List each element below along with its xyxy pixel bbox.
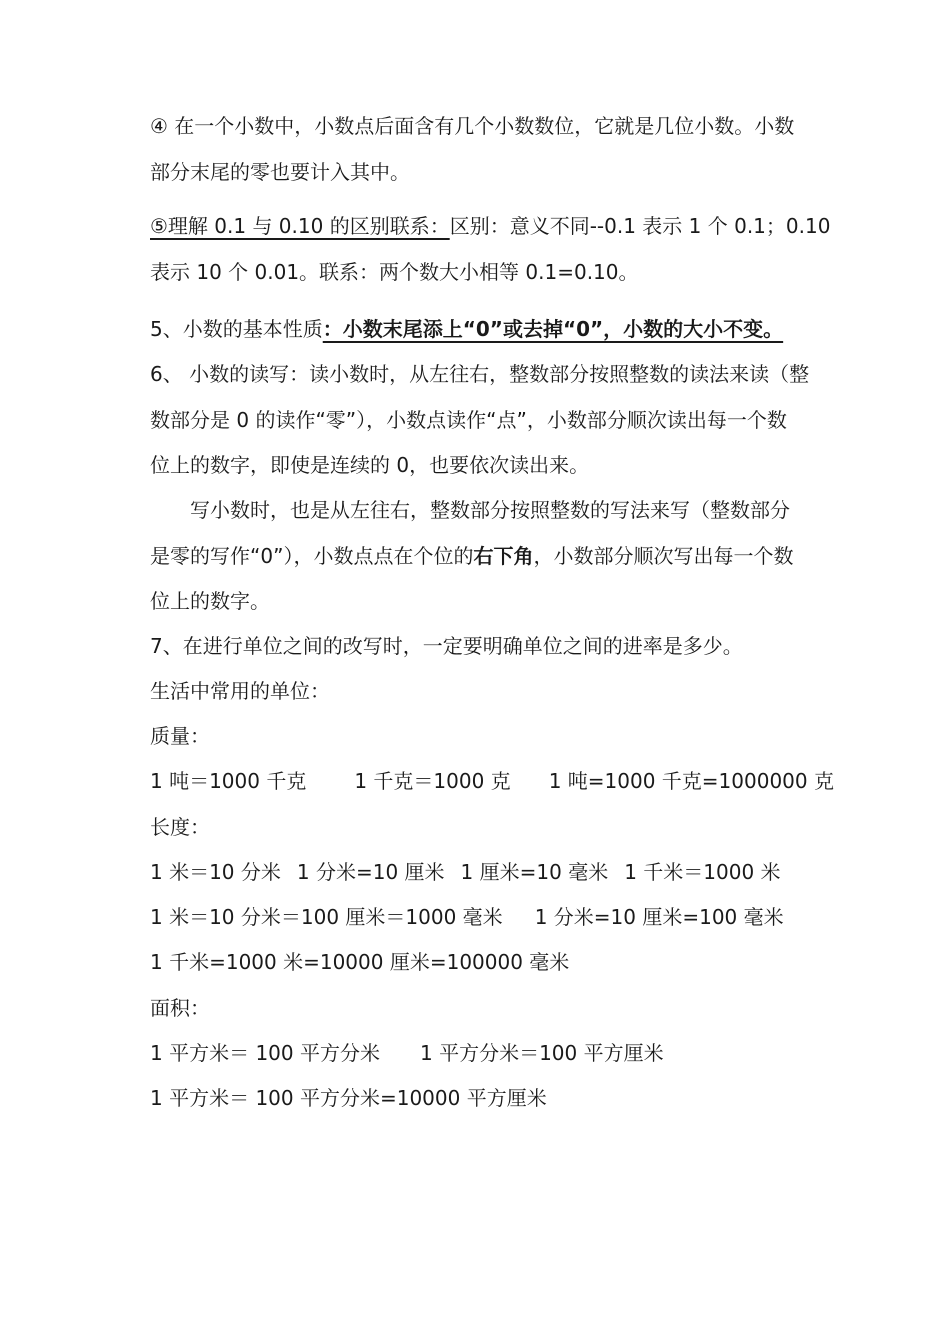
length-item: 1 分米=10 厘米=100 毫米 [534,905,784,929]
write-line2-post: ，小数部分顺次写出每一个数 [533,544,794,568]
length-item: 1 千米＝1000 米 [624,860,781,884]
property-rule: ：小数末尾添上“0”或去掉“0”，小数的大小不变。 [322,317,784,341]
mass-label: 质量： [150,724,210,748]
item5a-line1 [150,210,831,242]
write-line3: 位上的数字。 [150,589,270,613]
item4-line2: 部分末尾的零也要计入其中。 [150,160,410,184]
length-line1 [150,856,820,888]
write-line2-bold: 右下角 [473,544,534,568]
readwrite-line2: 数部分是 0 的读作“零”），小数点读作“点”，小数部分顺次读出每一个数 [150,408,787,432]
readwrite-line3: 位上的数字，即使是连续的 0，也要依次读出来。 [150,453,590,477]
length-label: 长度： [150,815,210,839]
item5a-underlined-heading: ⑤理解 0.1 与 0.10 的区别联系： [150,214,450,238]
length-item: 1 米＝10 分米＝100 厘米＝1000 毫米 [150,905,503,929]
mass-line [150,765,834,797]
length-line3: 1 千米=1000 米=10000 厘米=100000 毫米 [150,950,570,974]
length-line2 [150,901,820,933]
length-item: 1 米＝10 分米 [150,860,281,884]
write-line1: 写小数时，也是从左往右，整数部分按照整数的写法来写（整数部分 [190,498,790,522]
readwrite-line1: 6、 小数的读写：读小数时，从左往右，整数部分按照整数的读法来读（整 [150,362,810,386]
area-line1 [150,1037,820,1069]
area-item: 1 平方分米＝100 平方厘米 [419,1041,664,1065]
units-common: 生活中常用的单位： [150,679,330,703]
length-item: 1 分米=10 厘米 [296,860,445,884]
area-line2: 1 平方米＝ 100 平方分米=10000 平方厘米 [150,1086,547,1110]
units-intro: 7、在进行单位之间的改写时，一定要明确单位之间的进率是多少。 [150,634,743,658]
item5a-line1-rest: 区别：意义不同--0.1 表示 1 个 0.1；0.10 [449,214,831,238]
write-line2-pre: 是零的写作“0”），小数点点在个位的 [150,544,474,568]
write-line2 [150,540,820,572]
mass-item: 1 吨＝1000 千克 [150,769,307,793]
mass-item: 1 吨=1000 千克=1000000 克 [548,769,834,793]
mass-item: 1 千克＝1000 克 [354,769,511,793]
property-label: 5、小数的基本性质 [150,317,323,341]
property-line [150,313,820,345]
item4-line1: ④ 在一个小数中，小数点后面含有几个小数数位，它就是几位小数。小数 [150,114,795,138]
length-item: 1 厘米=10 毫米 [460,860,609,884]
item5a-line2: 表示 10 个 0.01。联系：两个数大小相等 0.1=0.10。 [150,260,639,284]
area-label: 面积： [150,996,210,1020]
area-item: 1 平方米＝ 100 平方分米 [150,1041,380,1065]
